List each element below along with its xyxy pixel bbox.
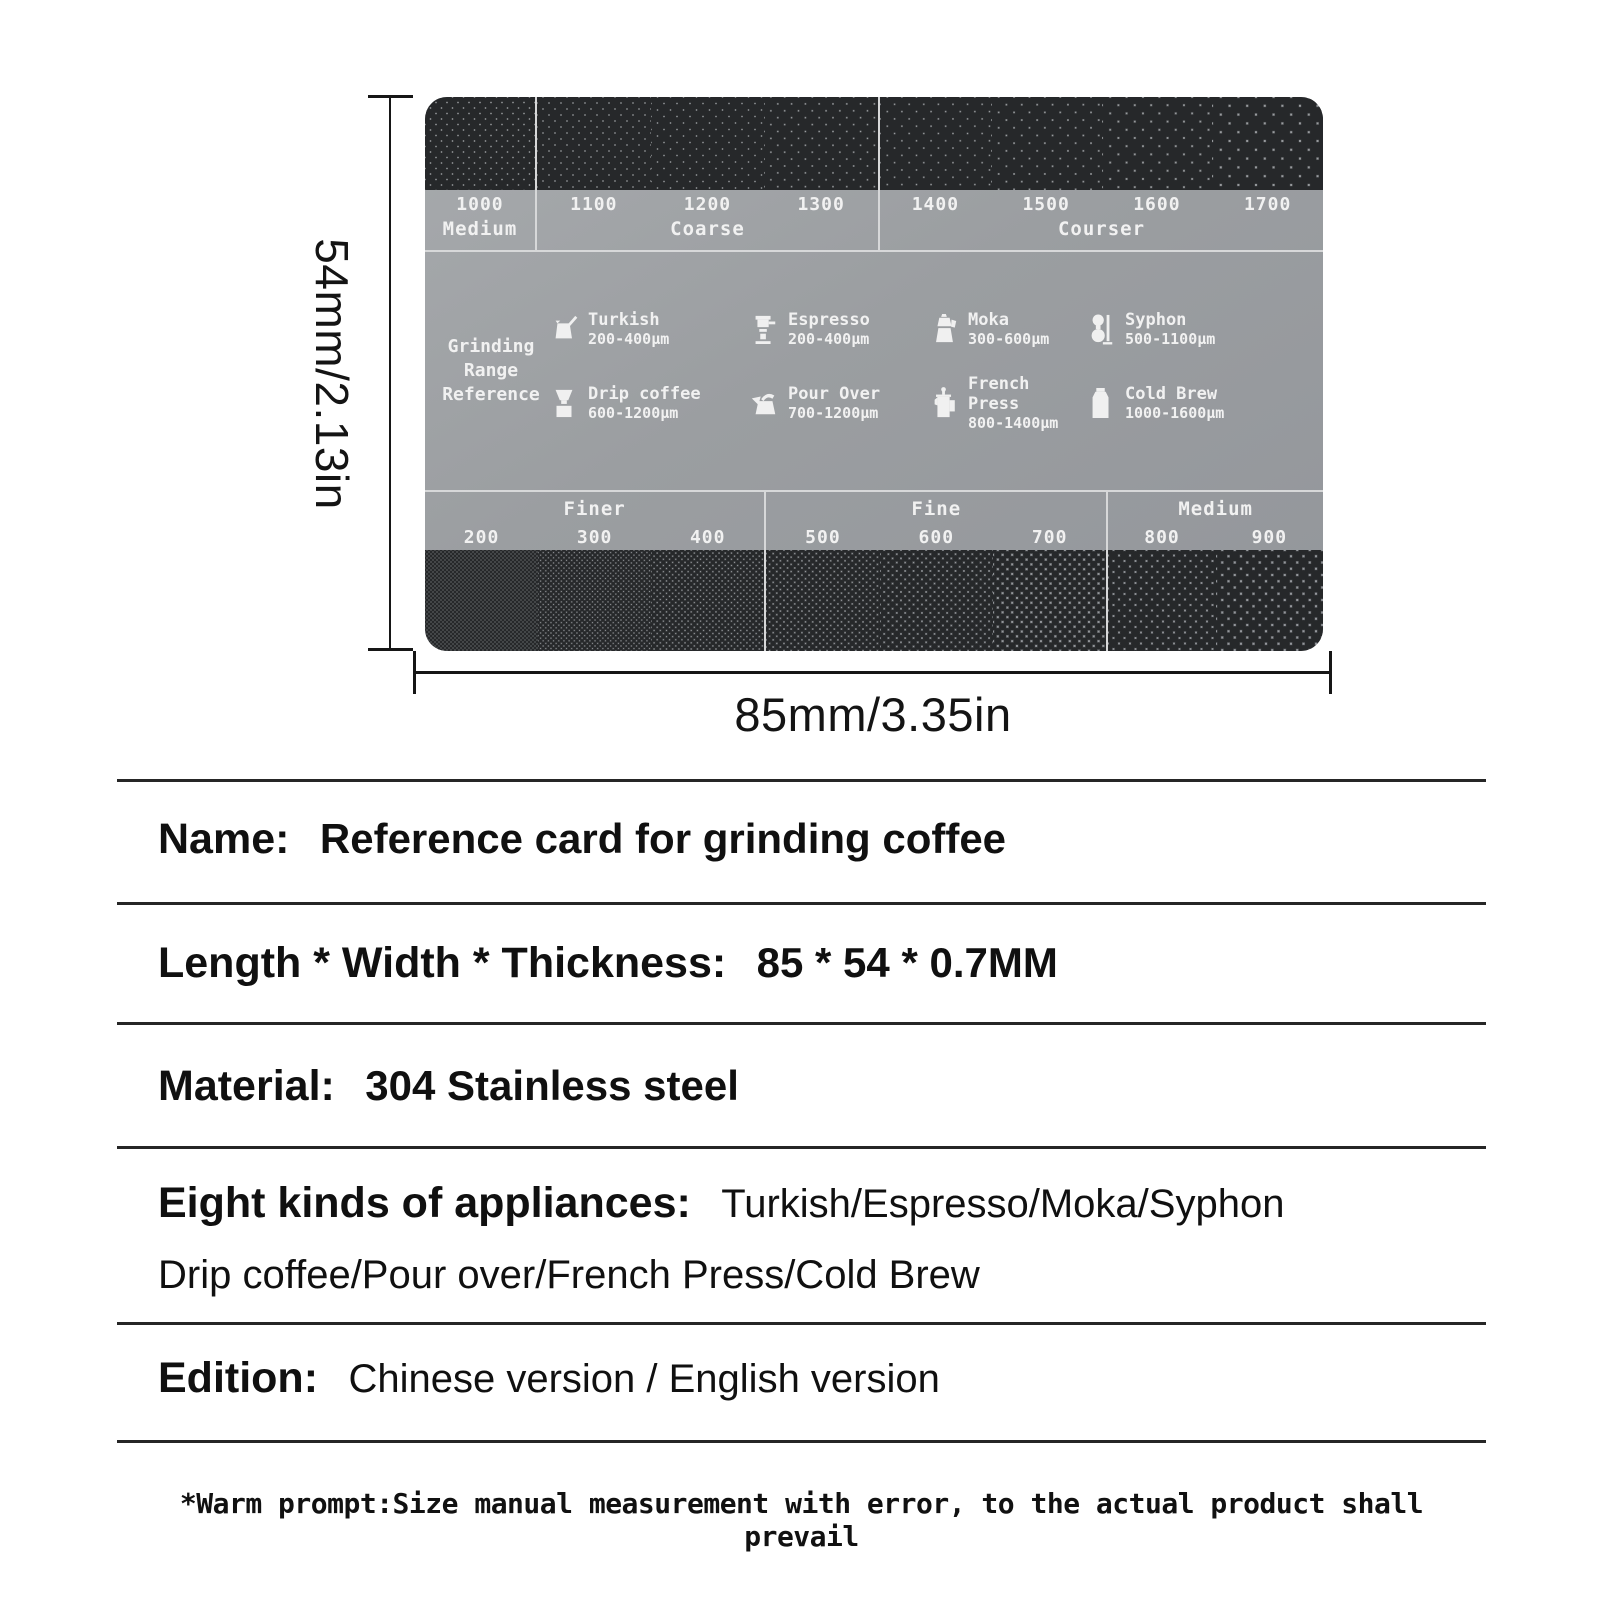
height-dimension-line: [389, 97, 391, 651]
bottom-group-finer: [425, 492, 766, 651]
hole-row: [425, 550, 764, 651]
card-bottom-scale-band: [425, 490, 1323, 651]
top-group-coarse: [537, 97, 880, 250]
spec-divider: [117, 902, 1486, 905]
appliance-text: [1125, 310, 1215, 348]
spec-divider: [117, 1022, 1486, 1025]
french-press-icon: [929, 386, 959, 420]
appliance-range: 300-600μm: [968, 330, 1050, 348]
turkish-cezve-icon: [549, 312, 579, 346]
appliance-range: 600-1200μm: [588, 404, 679, 422]
hole-pattern-500: [766, 550, 879, 651]
hole-pattern-1000: [425, 97, 535, 190]
appliance-name: Moka: [968, 310, 1009, 330]
micron-label: 1500: [1022, 193, 1070, 215]
coarseness-group-label: Fine: [911, 498, 962, 520]
spec-divider: [117, 1146, 1486, 1149]
appliance-name: Pour Over: [788, 384, 881, 404]
top-group-medium: [425, 97, 537, 250]
appliance-text: [588, 384, 701, 422]
syphon-icon: [1086, 312, 1116, 346]
micron-number-row: [425, 190, 535, 218]
appliance-range: 1000-1600μm: [1125, 404, 1225, 422]
appliance-text: [968, 310, 1049, 348]
appliance-name: French Press: [968, 374, 1030, 414]
appliance-name: Drip coffee: [588, 384, 701, 404]
appliance-item-syphon: [1086, 310, 1314, 348]
micron-label: 1000: [456, 193, 504, 215]
appliance-name: Syphon: [1125, 310, 1187, 330]
card-middle-band: [425, 252, 1323, 490]
appliance-item-moka: [929, 310, 1086, 348]
espresso-machine-icon: [749, 312, 779, 346]
drip-coffee-icon: [549, 386, 579, 420]
micron-number-row: [537, 190, 878, 218]
micron-label: 800: [1144, 526, 1180, 548]
micron-label: 1200: [683, 193, 732, 215]
spec-row-appliances: [158, 1179, 1284, 1228]
appliance-range: 200-400μm: [788, 330, 870, 348]
micron-label: 700: [1031, 526, 1068, 548]
hole-row: [1108, 550, 1323, 651]
hole-pattern-700: [993, 550, 1106, 651]
hole-pattern-900: [1216, 550, 1323, 651]
grinding-reference-card: [425, 97, 1323, 651]
micron-number-row: [425, 524, 764, 550]
width-dimension-cap-right: [1329, 651, 1332, 694]
spec-value: 85 * 54 * 0.7MM: [756, 939, 1058, 986]
width-dimension-line: [415, 671, 1332, 674]
spec-value: 304 Stainless steel: [365, 1062, 739, 1109]
micron-label: 300: [576, 526, 613, 548]
appliance-name: Turkish: [588, 310, 660, 330]
appliance-text: [968, 374, 1086, 432]
hole-pattern-400: [651, 550, 764, 651]
appliance-grid: [549, 310, 1314, 432]
appliance-name: Espresso: [788, 310, 870, 330]
coarseness-group-label: Medium: [442, 218, 518, 240]
appliance-item-cold-brew: [1086, 374, 1314, 432]
hole-pattern-1700: [1212, 97, 1323, 190]
coarseness-group-label: Finer: [563, 498, 626, 520]
appliance-text: [788, 384, 880, 422]
appliance-item-pour-over: [749, 374, 929, 432]
height-dimension-cap-bottom: [368, 648, 413, 651]
spec-label: Material:: [158, 1062, 335, 1110]
hole-pattern-600: [880, 550, 993, 651]
micron-label: 1300: [797, 193, 845, 215]
appliance-text: [588, 310, 669, 348]
appliance-item-espresso: [749, 310, 929, 348]
grinding-label-line: Grinding: [447, 336, 535, 357]
coarseness-group-label: Coarse: [670, 218, 745, 240]
coarseness-group-label: Courser: [1057, 218, 1146, 240]
grinding-range-reference-label: [437, 335, 545, 407]
top-group-courser: [880, 97, 1323, 250]
spec-row-material: [158, 1062, 739, 1111]
hole-pattern-1300: [764, 97, 878, 190]
micron-label: 600: [918, 526, 955, 548]
micron-label: 200: [463, 526, 500, 548]
appliance-item-french-press: [929, 374, 1086, 432]
appliance-item-turkish: [549, 310, 749, 348]
spec-label: Edition:: [158, 1354, 319, 1402]
micron-label: 1400: [911, 193, 960, 215]
height-dimension-label: 54mm/2.13in: [306, 238, 358, 510]
appliance-range: 500-1100μm: [1125, 330, 1216, 348]
hole-pattern-300: [538, 550, 651, 651]
appliance-text: [1125, 384, 1224, 422]
micron-number-row: [880, 190, 1323, 218]
spec-label: Length * Width * Thickness:: [158, 939, 727, 987]
grinding-label-line: Range: [463, 360, 519, 381]
appliance-text: [788, 310, 870, 348]
hole-pattern-1400: [880, 97, 991, 190]
height-dimension-cap-top: [368, 95, 413, 98]
spec-row-appliances-line2: [158, 1252, 980, 1298]
micron-label: 1600: [1133, 193, 1181, 215]
coarseness-group-label: Medium: [1178, 498, 1253, 520]
warm-prompt-footnote: *Warm prompt:Size manual measurement with error, to the actual product shall prevail: [179, 1487, 1424, 1553]
micron-label: 1100: [570, 193, 618, 215]
spec-value: Chinese version / English version: [348, 1357, 940, 1401]
appliance-range: 700-1200μm: [788, 404, 879, 422]
hole-pattern-1600: [1102, 97, 1213, 190]
micron-number-row: [1108, 524, 1323, 550]
width-dimension-label: 85mm/3.35in: [734, 688, 1012, 741]
hole-pattern-800: [1108, 550, 1215, 651]
appliance-range: 800-1400μm: [968, 414, 1059, 432]
bottom-group-medium: [1108, 492, 1323, 651]
card-top-scale-band: [425, 97, 1323, 252]
hole-pattern-1500: [991, 97, 1102, 190]
hole-row: [766, 550, 1106, 651]
micron-label: 900: [1251, 526, 1288, 548]
width-dimension-cap-left: [413, 651, 416, 694]
micron-number-row: [766, 524, 1106, 550]
hole-row: [537, 97, 878, 190]
spec-divider: [117, 1322, 1486, 1325]
spec-row-name: [158, 815, 1006, 864]
spec-divider: [117, 1440, 1486, 1443]
appliance-range: 200-400μm: [588, 330, 670, 348]
hole-pattern-1200: [651, 97, 765, 190]
spec-divider: [117, 779, 1486, 782]
spec-value: Reference card for grinding coffee: [319, 815, 1007, 862]
spec-row-edition: [158, 1354, 940, 1403]
spec-label: Eight kinds of appliances:: [158, 1179, 691, 1227]
bottom-group-fine: [766, 492, 1108, 651]
hole-pattern-1100: [537, 97, 651, 190]
spec-row-size: [158, 939, 1058, 988]
spec-label: Name:: [158, 815, 290, 863]
hole-row: [425, 97, 535, 190]
spec-value: Drip coffee/Pour over/French Press/Cold Brew: [158, 1253, 980, 1297]
appliance-name: Cold Brew: [1125, 384, 1218, 404]
micron-label: 400: [689, 526, 726, 548]
hole-pattern-200: [425, 550, 538, 651]
hole-row: [880, 97, 1323, 190]
micron-label: 1700: [1243, 193, 1292, 215]
grinding-label-line: Reference: [442, 384, 540, 405]
appliance-item-drip-coffee: [549, 374, 749, 432]
micron-label: 500: [805, 526, 841, 548]
pour-over-kettle-icon: [749, 386, 779, 420]
spec-value: Turkish/Espresso/Moka/Syphon: [721, 1182, 1285, 1226]
moka-pot-icon: [929, 312, 959, 346]
cold-brew-bottle-icon: [1086, 386, 1116, 420]
